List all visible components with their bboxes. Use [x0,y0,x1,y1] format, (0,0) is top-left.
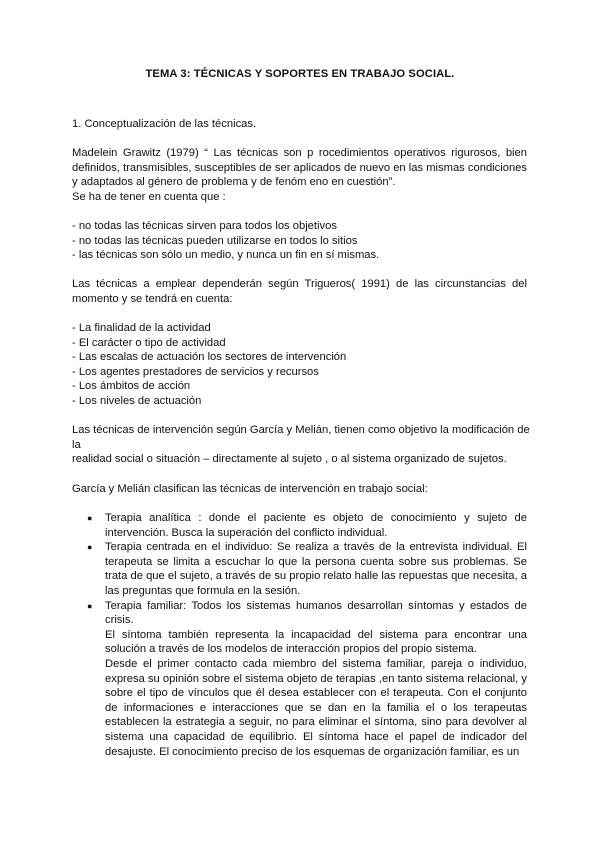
list-item [87,540,527,598]
list-item: - Los agentes prestadores de servicios y recursos [72,365,319,378]
list-item: - las técnicas son sólo un medio, y nunca un fin en sí mismas. [72,249,380,262]
paragraph-line: realidad social o situación – directamente al sujeto , o al sistema organizado de sujetos. [72,453,507,466]
bullet-subparagraph: El síntoma también representa la incapacidad del sistema para encontrar una solución a través de los modelos de interacción propios del propio sistema. [105,628,527,656]
list-item [87,599,527,760]
paragraph-line: Las técnicas de intervención según García y Melián, tienen como objetivo la modificación de [72,424,530,436]
list-item: - Los ámbitos de acción [72,380,191,393]
intro-follow: Se ha de tener en cuenta que : [72,190,226,203]
bullet-icon: ● [87,542,93,553]
list-item: - no todas las técnicas sirven para todos los objetivos [72,220,337,232]
list-item: - La finalidad de la actividad [72,322,211,334]
document-title: TEMA 3: TÉCNICAS Y SOPORTES EN TRABAJO SOCIAL. [145,68,455,80]
bullet-subparagraph: Desde el primer contacto cada miembro del sistema familiar, pareja o individuo, expresa su opinión sobre el sistema objeto de terapias ,en tanto sistema relacional, y sobre el tipo de vínculos que él desea establecer con el terapeuta. Con el conjunto de informaciones e interacciones que se dan en la familia el o los terapeutas establecen la estrategia a seguir, no para eliminar el síntoma, sino para devolver al sistema una capacidad de equilibrio. El síntoma hace el papel de indicador del desajuste. El conocimiento preciso de los esquemas de organización familiar, es un [105,657,527,758]
list-item: - no todas las técnicas pueden utilizarse en todos lo sitios [72,234,358,247]
considerations-list [72,219,527,263]
paragraph-line: la [72,438,81,451]
bullet-text: Terapia familiar: Todos los sistemas humanos desarrollan síntomas y estados de crisis. [105,599,527,627]
list-item: - El carácter o tipo de actividad [72,336,226,349]
list-item: - Las escalas de actuación los sectores de intervención [72,351,347,364]
techniques-list [87,511,527,759]
factors-list [72,321,527,409]
section-heading: 1. Conceptualización de las técnicas. [72,118,257,130]
intro-quote-paragraph [72,146,527,204]
list-item: - Los niveles de actuación [72,394,202,407]
bullet-icon: ● [87,513,93,523]
bullet-text: Terapia analítica : donde el paciente es objeto de conocimiento y sujeto de intervención. Busca la superación del conflicto individual. [105,512,527,539]
classification-paragraph: García y Melián clasifican las técnicas de intervención en trabajo social: [72,483,428,495]
intro-quote: Madelein Grawitz (1979) “ Las técnicas son p rocedimientos operativos rigurosos, bien definidos, transmisibles, susceptibles de ser aplicados de nuevo en las mismas condiciones y adaptados al género de problema y de fenóm eno en cuestión”. [72,147,527,189]
bullet-icon: ● [87,600,93,611]
trigueros-paragraph: Las técnicas a emplear dependerán según Trigueros( 1991) de las circunstancias del momento y se tendrá en cuenta: [72,278,527,305]
list-item [87,511,527,540]
garcia-melian-paragraph [72,423,530,467]
bullet-text: Terapia centrada en el individuo: Se realiza a través de la entrevista individual. El terapeuta se limita a escuchar lo que la persona cuenta sobre sus problemas. Se trata de que el sujeto, a través de su propio relato halle las repuestas que necesita, a las preguntas que formula en la sesión. [105,541,527,597]
